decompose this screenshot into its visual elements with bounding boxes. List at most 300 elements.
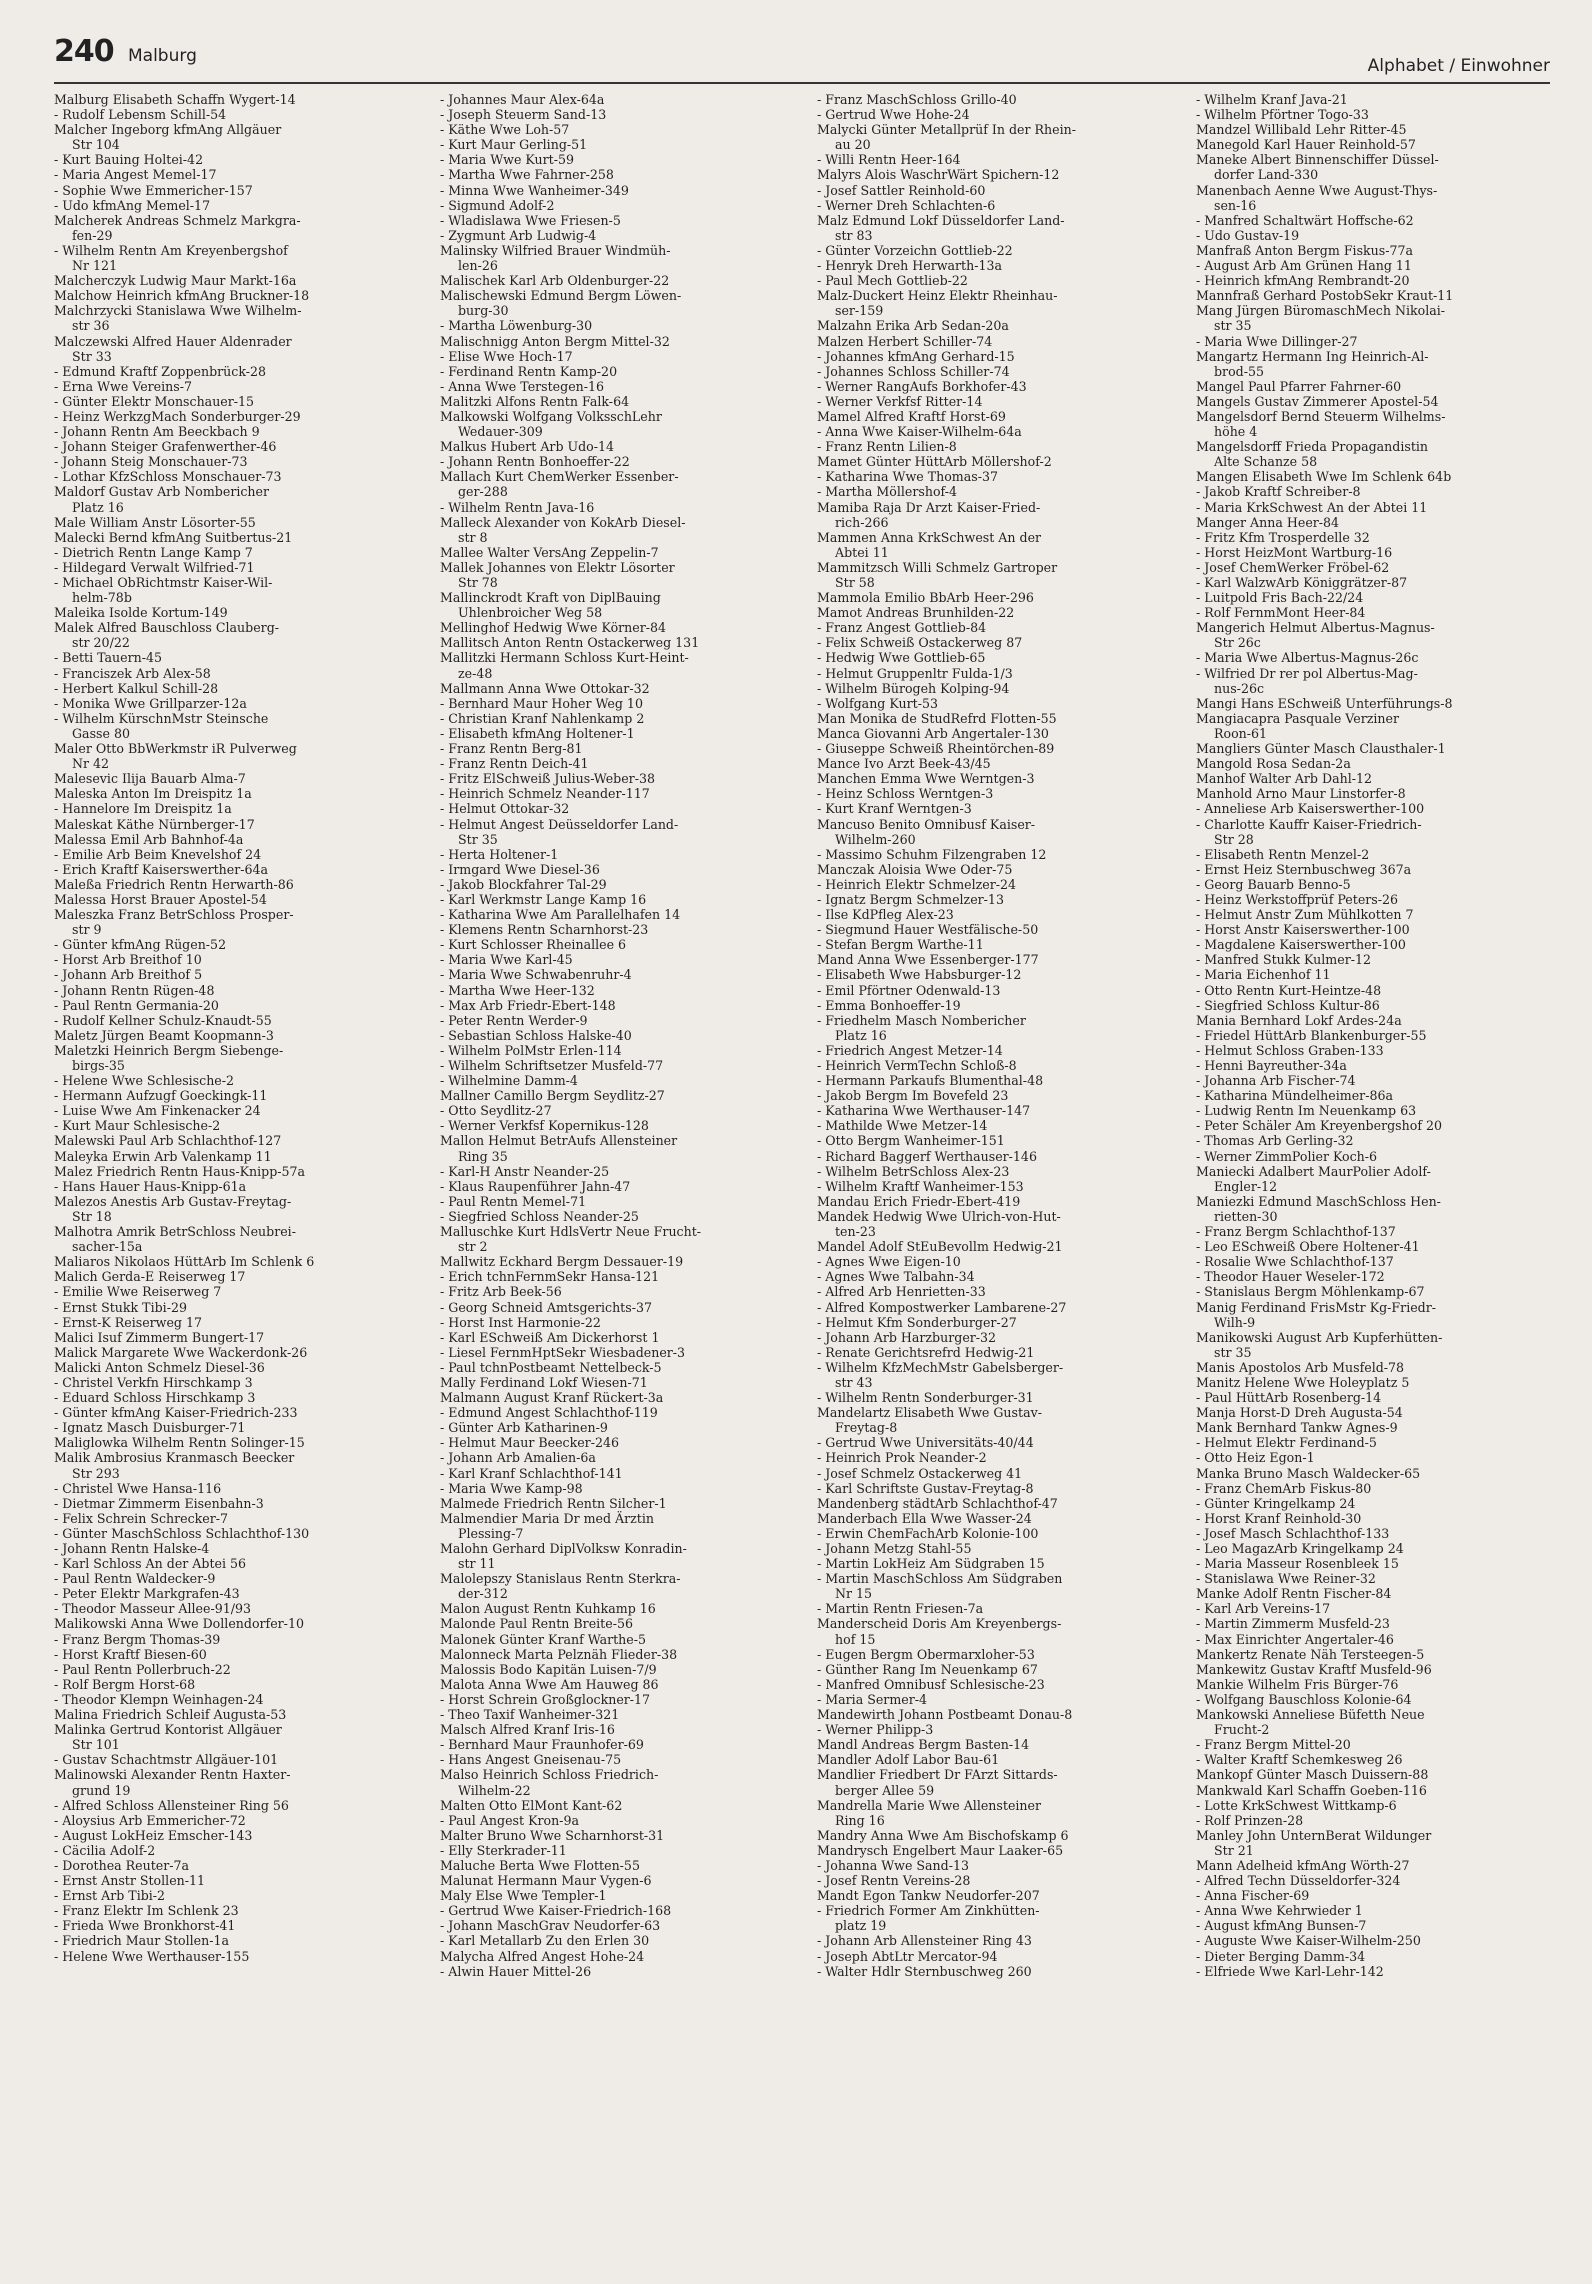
directory-entry-line: Mamiba Raja Dr Arzt Kaiser-Fried- [817, 499, 1041, 515]
directory-entry-line: Malessa Horst Brauer Apostel-54 [54, 891, 267, 907]
directory-entry-line: - Georg Bauarb Benno-5 [1196, 876, 1351, 892]
directory-entry-line: Malz-Duckert Heinz Elektr Rheinhau- [817, 288, 1058, 304]
directory-entry-line: Mandl Andreas Bergm Basten-14 [817, 1737, 1030, 1753]
directory-entry-line: - Käthe Wwe Loh-57 [440, 122, 570, 138]
directory-entry-line: Mallach Kurt ChemWerker Essenber- [440, 469, 679, 485]
directory-entry-line: - Helmut Ottokar-32 [440, 801, 570, 817]
directory-entry-line: - Leo MagazArb Kringelkamp 24 [1196, 1541, 1404, 1556]
page-header [54, 34, 1550, 84]
directory-entry-line: Mandlier Friedbert Dr FArzt Sittards- [817, 1767, 1058, 1783]
directory-entry-line: - Lotte KrkSchwest Wittkamp-6 [1196, 1797, 1397, 1813]
directory-entry-line: Malischnigg Anton Bergm Mittel-32 [440, 333, 670, 349]
directory-entry-line: - Anna Wwe Kehrwieder 1 [1196, 1903, 1363, 1919]
directory-entry-line: sacher-15a [72, 1239, 143, 1255]
directory-entry-line: - Luise Wwe Am Finkenacker 24 [54, 1103, 261, 1119]
directory-entry-line: - Kurt Maur Gerling-51 [440, 137, 588, 153]
directory-column-4 [1196, 92, 1540, 2272]
directory-entry-line: Malon August Rentn Kuhkamp 16 [440, 1601, 656, 1617]
directory-entry-line: - Karl Kranf Schlachthof-141 [440, 1465, 623, 1481]
directory-entry-line: - Wilhelm Bürogeh Kolping-94 [817, 680, 1010, 696]
directory-entry-line: - Josef Masch Schlachthof-133 [1196, 1525, 1390, 1541]
directory-entry-line: Malessa Emil Arb Bahnhof-4a [54, 831, 244, 847]
directory-entry-line: - Wladislawa Wwe Friesen-5 [440, 212, 621, 228]
directory-entry-line: - Sebastian Schloss Halske-40 [440, 1027, 632, 1043]
directory-entry-line: - Johann Metzg Stahl-55 [817, 1541, 972, 1556]
directory-entry-line: Maleßa Friedrich Rentn Herwarth-86 [54, 876, 294, 892]
directory-entry-line: Str 28 [1214, 831, 1254, 847]
directory-entry-line: - Luitpold Fris Bach-22/24 [1196, 590, 1364, 606]
directory-entry-line: Malcher Ingeborg kfmAng Allgäuer [54, 122, 282, 138]
directory-entry-line: - Zygmunt Arb Ludwig-4 [440, 227, 597, 243]
directory-entry-line: hof 15 [835, 1631, 876, 1647]
directory-entry-line: Uhlenbroicher Weg 58 [458, 605, 603, 621]
directory-entry-line: str 43 [835, 1374, 873, 1390]
directory-entry-line: - Otto Bergm Wanheimer-151 [817, 1133, 1005, 1149]
directory-entry-line: - Paul tchnPostbeamt Nettelbeck-5 [440, 1359, 662, 1375]
directory-entry-line: - Elly Sterkrader-11 [440, 1842, 567, 1858]
directory-entry-line: Malkowski Wolfgang VolksschLehr [440, 408, 662, 424]
directory-entry-line: - Leo ESchweiß Obere Holtener-41 [1196, 1239, 1420, 1255]
directory-entry-line: Mankie Wilhelm Fris Bürger-76 [1196, 1676, 1399, 1692]
directory-entry-line: - Franz Rentn Lilien-8 [817, 439, 957, 455]
directory-entry-line: - Magdalene Kaiserswerther-100 [1196, 937, 1406, 953]
directory-entry-line: - Martha Wwe Heer-132 [440, 982, 595, 998]
page-title: Malburg [128, 46, 197, 66]
directory-entry-line: Malolepszy Stanislaus Rentn Sterkra- [440, 1571, 681, 1587]
directory-entry-line: - Josef ChemWerker Fröbel-62 [1196, 559, 1390, 575]
directory-entry-line: len-26 [458, 258, 498, 274]
directory-entry-line: - Anna Wwe Terstegen-16 [440, 378, 605, 394]
directory-entry-line: - Peter Elektr Markgrafen-43 [54, 1586, 240, 1602]
directory-entry-line: Mellinghof Hedwig Wwe Körner-84 [440, 620, 667, 636]
directory-entry-line: Malik Ambrosius Kranmasch Beecker [54, 1450, 295, 1466]
directory-entry-line: Str 58 [835, 575, 875, 590]
directory-entry-line: - Horst Kranf Reinhold-30 [1196, 1510, 1362, 1526]
directory-entry-line: - Erwin ChemFachArb Kolonie-100 [817, 1525, 1039, 1541]
directory-entry-line: - Franz ChemArb Fiskus-80 [1196, 1480, 1372, 1496]
directory-entry-line: Manczak Aloisia Wwe Oder-75 [817, 861, 1013, 877]
directory-entry-line: Mamot Andreas Brunhilden-22 [817, 605, 1015, 621]
directory-entry-line: - Wilhelm Pförtner Togo-33 [1196, 107, 1369, 123]
directory-entry-line: - Gertrud Wwe Hohe-24 [817, 107, 970, 123]
directory-entry-line: - August Arb Am Grünen Hang 11 [1196, 258, 1412, 274]
directory-entry-line: - Elisabeth Wwe Habsburger-12 [817, 967, 1022, 983]
directory-entry-line: - Kurt Kranf Werntgen-3 [817, 801, 972, 817]
directory-entry-line: - Minna Wwe Wanheimer-349 [440, 182, 629, 198]
directory-entry-line: Maldorf Gustav Arb Nombericher [54, 484, 270, 500]
directory-entry-line: - Josef Rentn Vereins-28 [817, 1873, 971, 1889]
directory-entry-line: - Katharina Wwe Werthauser-147 [817, 1103, 1031, 1119]
directory-entry-line: Mandau Erich Friedr-Ebert-419 [817, 1193, 1021, 1209]
directory-entry-line: Malcherczyk Ludwig Maur Markt-16a [54, 273, 297, 289]
directory-entry-line: - Henryk Dreh Herwarth-13a [817, 258, 1002, 274]
directory-entry-line: Malcherek Andreas Schmelz Markgra- [54, 212, 301, 228]
directory-entry-line: burg-30 [458, 303, 509, 319]
directory-entry-line: - Maria Wwe Albertus-Magnus-26c [1196, 650, 1419, 666]
directory-entry-line: - Manfred Omnibusf Schlesische-23 [817, 1676, 1045, 1692]
directory-entry-line: str 20/22 [72, 635, 130, 651]
directory-entry-line: - Johann Rentn Bonhoeffer-22 [440, 454, 630, 470]
directory-entry-line: - Karl WalzwArb Königgrätzer-87 [1196, 575, 1408, 590]
directory-entry-line: - Maria Wwe Dillinger-27 [1196, 333, 1358, 349]
directory-entry-line: Manley John UnternBerat Wildunger [1196, 1827, 1432, 1843]
directory-entry-line: - Bernhard Maur Fraunhofer-69 [440, 1737, 644, 1753]
directory-entry-line: Mallee Walter VersAng Zeppelin-7 [440, 544, 659, 560]
directory-entry-line: - Ernst Heiz Sternbuschweg 367a [1196, 861, 1412, 877]
directory-entry-line: - Heinz WerkzgMach Sonderburger-29 [54, 408, 301, 424]
directory-entry-line: - Franz Bergm Thomas-39 [54, 1631, 221, 1647]
directory-entry-line: - Ernst Arb Tibi-2 [54, 1888, 166, 1904]
directory-entry-line: - Renate Gerichtsrefrd Hedwig-21 [817, 1344, 1035, 1360]
directory-entry-line: berger Allee 59 [835, 1782, 935, 1798]
directory-entry-line: - Karl ESchweiß Am Dickerhorst 1 [440, 1329, 660, 1345]
directory-entry-line: - Heinrich Prok Neander-2 [817, 1450, 987, 1466]
directory-entry-line: - Wilhelm PolMstr Erlen-114 [440, 1042, 622, 1058]
directory-entry-line: - Ilse KdPfleg Alex-23 [817, 907, 954, 923]
directory-entry-line: - Christel Wwe Hansa-116 [54, 1480, 222, 1496]
directory-entry-line: - Wilhelm Kranf Java-21 [1196, 92, 1348, 107]
directory-entry-line: - Alfred Techn Düsseldorfer-324 [1196, 1873, 1401, 1889]
directory-entry-line: Ring 16 [835, 1812, 885, 1828]
directory-entry-line: Malonek Günter Kranf Warthe-5 [440, 1631, 647, 1647]
directory-entry-line: Malsch Alfred Kranf Iris-16 [440, 1722, 615, 1738]
directory-entry-line: - Michael ObRichtmstr Kaiser-Wil- [54, 575, 273, 590]
directory-entry-line: - Rolf FernmMont Heer-84 [1196, 605, 1366, 621]
directory-entry-line: - Karl Schriftste Gustav-Freytag-8 [817, 1480, 1034, 1496]
directory-entry-line: - Maria Wwe Schwabenruhr-4 [440, 967, 632, 983]
directory-entry-line: Str 78 [458, 575, 498, 590]
directory-entry-line: - Emilie Wwe Reiserweg 7 [54, 1284, 222, 1300]
directory-entry-line: - Jakob Blockfahrer Tal-29 [440, 876, 607, 892]
directory-entry-line: - Manfred Schaltwärt Hoffsche-62 [1196, 212, 1414, 228]
directory-entry-line: - Werner Dreh Schlachten-6 [817, 197, 996, 213]
directory-entry-line: Mammen Anna KrkSchwest An der [817, 529, 1042, 545]
directory-entry-line: Maliaros Nikolaos HüttArb Im Schlenk 6 [54, 1254, 315, 1270]
directory-entry-line: - Wilfried Dr rer pol Albertus-Mag- [1196, 665, 1418, 681]
directory-entry-line: str 35 [1214, 318, 1252, 334]
directory-entry-line: Malesevic Ilija Bauarb Alma-7 [54, 771, 246, 787]
directory-entry-line: - Wilhelm Rentn Java-16 [440, 499, 595, 515]
directory-entry-line: Malek Alfred Bauschloss Clauberg- [54, 620, 280, 636]
directory-entry-line: Malossis Bodo Kapitän Luisen-7/9 [440, 1661, 657, 1677]
directory-entry-line: - Werner Verkfsf Kopernikus-128 [440, 1118, 649, 1134]
directory-entry-line: Malz Edmund Lokf Düsseldorfer Land- [817, 212, 1065, 228]
directory-entry-line: - Helmut Maur Beecker-246 [440, 1435, 619, 1451]
directory-entry-line: - Alfred Schloss Allensteiner Ring 56 [54, 1797, 289, 1813]
directory-entry-line: - August LokHeiz Emscher-143 [54, 1827, 253, 1843]
directory-entry-line: Manegold Karl Hauer Reinhold-57 [1196, 137, 1416, 153]
directory-entry-line: - Cäcilia Adolf-2 [54, 1842, 156, 1858]
directory-entry-line: - Horst HeizMont Wartburg-16 [1196, 544, 1393, 560]
directory-entry-line: str 35 [1214, 1344, 1252, 1360]
directory-entry-line: - Franz Bergm Schlachthof-137 [1196, 1224, 1396, 1240]
directory-entry-line: Manca Giovanni Arb Angertaler-130 [817, 725, 1049, 741]
directory-entry-line: - Maria KrkSchwest An der Abtei 11 [1196, 499, 1428, 515]
directory-entry-line: - Helene Wwe Werthauser-155 [54, 1948, 250, 1964]
directory-entry-line: Str 18 [72, 1208, 112, 1224]
directory-entry-line: Manhold Arno Maur Linstorfer-8 [1196, 786, 1406, 802]
directory-entry-line: - Kurt Schlosser Rheinallee 6 [440, 937, 627, 953]
directory-entry-line: Male William Anstr Lösorter-55 [54, 514, 256, 530]
directory-entry-line: - Günter Kringelkamp 24 [1196, 1495, 1356, 1511]
directory-entry-line: - Auguste Wwe Kaiser-Wilhelm-250 [1196, 1933, 1421, 1949]
directory-entry-line: - Otto Rentn Kurt-Heintze-48 [1196, 982, 1382, 998]
directory-entry-line: - Eduard Schloss Hirschkamp 3 [54, 1390, 256, 1406]
directory-entry-line: - Helmut Gruppenltr Fulda-1/3 [817, 665, 1013, 681]
directory-entry-line: - Udo Gustav-19 [1196, 227, 1300, 243]
directory-entry-line: - Jakob Bergm Im Bovefeld 23 [817, 1088, 1009, 1104]
directory-entry-line: - Karl Schloss An der Abtei 56 [54, 1556, 247, 1572]
directory-entry-line: - Werner Philipp-3 [817, 1722, 934, 1738]
directory-entry-line: - Werner RangAufs Borkhofer-43 [817, 378, 1027, 394]
directory-entry-line: - Erna Wwe Vereins-7 [54, 378, 193, 394]
directory-entry-line: - Johann Steiger Grafenwerther-46 [54, 439, 277, 455]
directory-entry-line: Mangliers Günter Masch Clausthaler-1 [1196, 741, 1446, 757]
directory-entry-line: - Ludwig Rentn Im Neuenkamp 63 [1196, 1103, 1417, 1119]
directory-entry-line: Engler-12 [1214, 1178, 1278, 1194]
directory-entry-line: Malycha Alfred Angest Hohe-24 [440, 1948, 645, 1964]
directory-entry-line: - Heinrich Schmelz Neander-117 [440, 786, 650, 802]
directory-entry-line: - Maria Wwe Karl-45 [440, 952, 573, 968]
directory-entry-line: Malhotra Amrik BetrSchloss Neubrei- [54, 1224, 296, 1240]
directory-entry-line: Mallitzki Hermann Schloss Kurt-Heint- [440, 650, 689, 666]
directory-entry-line: platz 19 [835, 1918, 887, 1934]
directory-entry-line: - Wilhelmine Damm-4 [440, 1073, 578, 1089]
directory-entry-line: - Horst Kraftf Biesen-60 [54, 1646, 207, 1662]
directory-entry-line: Mangiacapra Pasquale Verziner [1196, 710, 1399, 726]
directory-entry-line: Maler Otto BbWerkmstr iR Pulverweg [54, 741, 297, 757]
directory-entry-line: - Friedhelm Masch Nombericher [817, 1012, 1026, 1028]
directory-entry-line: - Hans Hauer Haus-Knipp-61a [54, 1178, 247, 1194]
directory-entry-line: - Klaus Raupenführer Jahn-47 [440, 1178, 631, 1194]
directory-entry-line: - Helmut Angest Deüsseldorfer Land- [440, 816, 679, 832]
directory-entry-line: Mandelartz Elisabeth Wwe Gustav- [817, 1405, 1042, 1421]
directory-entry-line: Malburg Elisabeth Schaffn Wygert-14 [54, 92, 296, 107]
directory-entry-line: Str 101 [72, 1737, 120, 1753]
directory-entry-line: Mankwald Karl Schaffn Goeben-116 [1196, 1782, 1427, 1798]
directory-entry-line: str 11 [458, 1556, 496, 1572]
directory-entry-line: Mangelsdorf Bernd Steuerm Wilhelms- [1196, 408, 1446, 424]
directory-entry-line: Malich Gerda-E Reiserweg 17 [54, 1269, 246, 1285]
directory-entry-line: Malmann August Kranf Rückert-3a [440, 1390, 664, 1406]
directory-entry-line: Malchow Heinrich kfmAng Bruckner-18 [54, 288, 310, 304]
directory-entry-line: - Franz MaschSchloss Grillo-40 [817, 92, 1017, 107]
directory-entry-line: - Martin Zimmerm Musfeld-23 [1196, 1616, 1390, 1632]
directory-entry-line: - Maria Wwe Kamp-98 [440, 1480, 583, 1496]
directory-entry-line: - Heinz Werkstoffprüf Peters-26 [1196, 891, 1399, 907]
directory-entry-line: Manikowski August Arb Kupferhütten- [1196, 1329, 1443, 1345]
directory-entry-line: - Alfred Kompostwerker Lambarene-27 [817, 1299, 1067, 1315]
directory-entry-line: Man Monika de StudRefrd Flotten-55 [817, 710, 1057, 726]
directory-entry-line: sen-16 [1214, 197, 1257, 213]
directory-entry-line: - Gertrud Wwe Kaiser-Friedrich-168 [440, 1903, 672, 1919]
directory-entry-line: - Günther Rang Im Neuenkamp 67 [817, 1661, 1038, 1677]
directory-entry-line: - Johann Rentn Rügen-48 [54, 982, 215, 998]
directory-entry-line: - Günter MaschSchloss Schlachthof-130 [54, 1525, 310, 1541]
directory-entry-line: - Günter Elektr Monschauer-15 [54, 393, 255, 409]
directory-entry-line: Mangels Gustav Zimmerer Apostel-54 [1196, 393, 1439, 409]
directory-entry-line: - Hannelore Im Dreispitz 1a [54, 801, 232, 817]
directory-entry-line: Mangartz Hermann Ing Heinrich-Al- [1196, 348, 1429, 364]
directory-entry-line: Plessing-7 [458, 1525, 524, 1541]
directory-entry-line: - Martin LokHeiz Am Südgraben 15 [817, 1556, 1045, 1572]
directory-entry-line: - Giuseppe Schweiß Rheintörchen-89 [817, 741, 1055, 757]
directory-entry-line: Malmendier Maria Dr med Ärztin [440, 1510, 654, 1526]
directory-entry-line: Malinsky Wilfried Brauer Windmüh- [440, 242, 671, 258]
directory-entry-line: - Paul Rentn Memel-71 [440, 1193, 587, 1209]
directory-entry-line: - Lothar KfzSchloss Monschauer-73 [54, 469, 282, 485]
directory-entry-line: Maluche Berta Wwe Flotten-55 [440, 1857, 640, 1873]
directory-entry-line: - Friedrich Maur Stollen-1a [54, 1933, 229, 1949]
directory-entry-line: - Günter Vorzeichn Gottlieb-22 [817, 242, 1013, 258]
directory-entry-line: Manfraß Anton Bergm Fiskus-77a [1196, 242, 1414, 258]
directory-entry-line: Abtei 11 [835, 544, 889, 560]
directory-entry-line: - Heinrich Elektr Schmelzer-24 [817, 876, 1017, 892]
directory-entry-line: - Katharina Wwe Thomas-37 [817, 469, 998, 485]
directory-entry-line: - Agnes Wwe Talbahn-34 [817, 1269, 975, 1285]
directory-entry-line: - Anneliese Arb Kaiserswerther-100 [1196, 801, 1425, 817]
directory-entry-line: Maleska Anton Im Dreispitz 1a [54, 786, 252, 802]
directory-entry-line: Mann Adelheid kfmAng Wörth-27 [1196, 1857, 1410, 1873]
directory-entry-line: - Max Arb Friedr-Ebert-148 [440, 997, 616, 1013]
directory-entry-line: - Helmut Schloss Graben-133 [1196, 1042, 1384, 1058]
directory-entry-line: - Franciszek Arb Alex-58 [54, 665, 211, 681]
directory-entry-line: - Felix Schrein Schrecker-7 [54, 1510, 229, 1526]
directory-entry-line: Mankewitz Gustav Kraftf Musfeld-96 [1196, 1661, 1432, 1677]
directory-entry-line: - Heinz Schloss Werntgen-3 [817, 786, 994, 802]
directory-entry-line: - Horst Anstr Kaiserswerther-100 [1196, 922, 1410, 938]
directory-entry-line: Manhof Walter Arb Dahl-12 [1196, 771, 1372, 787]
directory-entry-line: - Bernhard Maur Hoher Weg 10 [440, 695, 643, 711]
directory-entry-line: - Theo Taxif Wanheimer-321 [440, 1707, 620, 1723]
directory-entry-line: Maletz Jürgen Beamt Koopmann-3 [54, 1027, 274, 1043]
directory-entry-line: Mance Ivo Arzt Beek-43/45 [817, 756, 991, 772]
directory-entry-line: - Helmut Anstr Zum Mühlkotten 7 [1196, 907, 1414, 923]
directory-entry-line: Mancuso Benito Omnibusf Kaiser- [817, 816, 1036, 832]
directory-entry-line: Alte Schanze 58 [1214, 454, 1318, 470]
directory-entry-line: - Alwin Hauer Mittel-26 [440, 1963, 592, 1979]
directory-entry-line: Mannfraß Gerhard PostobSekr Kraut-11 [1196, 288, 1454, 304]
directory-entry-line: ze-48 [458, 665, 493, 681]
directory-entry-line: Mandewirth Johann Postbeamt Donau-8 [817, 1707, 1073, 1723]
directory-entry-line: str 8 [458, 529, 488, 545]
directory-entry-line: - Christel Verkfn Hirschkamp 3 [54, 1374, 253, 1390]
directory-entry-line: - Martha Löwenburg-30 [440, 318, 593, 334]
directory-entry-line: Malten Otto ElMont Kant-62 [440, 1797, 623, 1813]
directory-entry-line: Str 26c [1214, 635, 1261, 651]
directory-entry-line: - Martha Möllershof-4 [817, 484, 958, 500]
directory-entry-line: Wilh-9 [1214, 1314, 1256, 1330]
directory-entry-line: - Katharina Mündelheimer-86a [1196, 1088, 1393, 1104]
directory-entry-line: - Stanislaus Bergm Möhlenkamp-67 [1196, 1284, 1425, 1300]
directory-entry-line: - Edmund Angest Schlachthof-119 [440, 1405, 658, 1421]
directory-entry-line: - Felix Schweiß Ostackerweg 87 [817, 635, 1023, 651]
directory-entry-line: Malitzki Alfons Rentn Falk-64 [440, 393, 630, 409]
directory-column-3 [817, 92, 1161, 2272]
directory-entry-line: - Georg Schneid Amtsgerichts-37 [440, 1299, 652, 1315]
directory-entry-line: - Herta Holtener-1 [440, 846, 559, 862]
directory-entry-line: helm-78b [72, 590, 132, 606]
directory-entry-line: Malici Isuf Zimmerm Bungert-17 [54, 1329, 265, 1345]
directory-entry-line: - Friedel HüttArb Blankenburger-55 [1196, 1027, 1427, 1043]
directory-entry-line: Mammitzsch Willi Schmelz Gartroper [817, 559, 1058, 575]
directory-entry-line: - Günter kfmAng Rügen-52 [54, 937, 227, 953]
directory-entry-line: Malleck Alexander von KokArb Diesel- [440, 514, 686, 530]
directory-entry-line: Ring 35 [458, 1148, 508, 1164]
directory-entry-line: - Josef Sattler Reinhold-60 [817, 182, 986, 198]
directory-entry-line: Malinka Gertrud Kontorist Allgäuer [54, 1722, 282, 1738]
directory-entry-line: - Hildegard Verwalt Wilfried-71 [54, 559, 255, 575]
directory-entry-line: - Peter Rentn Werder-9 [440, 1012, 588, 1028]
directory-entry-line: - Helmut Kfm Sonderburger-27 [817, 1314, 1017, 1330]
directory-entry-line: - Ernst Anstr Stollen-11 [54, 1873, 206, 1889]
directory-entry-line: Maniezki Edmund MaschSchloss Hen- [1196, 1193, 1441, 1209]
directory-entry-line: Malso Heinrich Schloss Friedrich- [440, 1767, 659, 1783]
directory-entry-line: Malonde Paul Rentn Breite-56 [440, 1616, 633, 1632]
directory-entry-line: Mandt Egon Tankw Neudorfer-207 [817, 1888, 1040, 1904]
directory-entry-line: Maneke Albert Binnenschiffer Düssel- [1196, 152, 1439, 168]
directory-entry-line: Roon-61 [1214, 725, 1268, 741]
directory-entry-line: - Fritz ElSchweiß Julius-Weber-38 [440, 771, 655, 787]
directory-entry-line: Maleyka Erwin Arb Valenkamp 11 [54, 1148, 272, 1164]
directory-entry-line: - Siegfried Schloss Neander-25 [440, 1208, 639, 1224]
directory-entry-line: - Dietrich Rentn Lange Kamp 7 [54, 544, 253, 560]
directory-entry-line: - Willi Rentn Heer-164 [817, 152, 961, 168]
directory-entry-line: Malluschke Kurt HdlsVertr Neue Frucht- [440, 1224, 702, 1240]
directory-entry-line: - Horst Arb Breithof 10 [54, 952, 202, 968]
directory-entry-line: Malota Anna Wwe Am Hauweg 86 [440, 1676, 659, 1692]
directory-entry-line: - Wilhelm KürschnMstr Steinsche [54, 710, 269, 726]
directory-entry-line: - Rolf Bergm Horst-68 [54, 1676, 196, 1692]
directory-entry-line: - Friedrich Former Am Zinkhütten- [817, 1903, 1040, 1919]
directory-entry-line: - Rolf Prinzen-28 [1196, 1812, 1304, 1828]
directory-entry-line: Wedauer-309 [458, 424, 543, 440]
directory-entry-line: - Hedwig Wwe Gottlieb-65 [817, 650, 986, 666]
directory-entry-line: Freytag-8 [835, 1420, 898, 1436]
directory-entry-line: Mankertz Renate Näh Tersteegen-5 [1196, 1646, 1425, 1662]
directory-entry-line: - Werner Verkfsf Ritter-14 [817, 393, 983, 409]
directory-entry-line: - Dieter Berging Damm-34 [1196, 1948, 1366, 1964]
directory-entry-line: - Walter Kraftf Schemkesweg 26 [1196, 1752, 1403, 1768]
directory-entry-line: - Franz Angest Gottlieb-84 [817, 620, 987, 636]
directory-entry-line: - Hermann Parkaufs Blumenthal-48 [817, 1073, 1044, 1089]
directory-entry-line: Nr 15 [835, 1586, 873, 1602]
directory-entry-line: Manis Apostolos Arb Musfeld-78 [1196, 1359, 1405, 1375]
directory-entry-line: - Henni Bayreuther-34a [1196, 1058, 1347, 1073]
directory-entry-line: - Erich tchnFernmSekr Hansa-121 [440, 1269, 660, 1285]
directory-entry-line: Str 33 [72, 348, 112, 364]
directory-entry-line: - Otto Heiz Egon-1 [1196, 1450, 1315, 1466]
directory-entry-line: nus-26c [1214, 680, 1265, 696]
directory-entry-line: au 20 [835, 137, 871, 153]
directory-entry-line: Malikowski Anna Wwe Dollendorfer-10 [54, 1616, 304, 1632]
directory-entry-line: - Jakob Kraftf Schreiber-8 [1196, 484, 1361, 500]
directory-entry-line: Malecki Bernd kfmAng Suitbertus-21 [54, 529, 293, 545]
directory-entry-line: - Martin Rentn Friesen-7a [817, 1601, 984, 1617]
directory-entry-line: Mangold Rosa Sedan-2a [1196, 756, 1351, 772]
section-title: Alphabet / Einwohner [1367, 56, 1550, 76]
directory-entry-line: Manenbach Aenne Wwe August-Thys- [1196, 182, 1438, 198]
directory-entry-line: - Horst Schrein Großglockner-17 [440, 1691, 651, 1707]
directory-entry-line: Malzen Herbert Schiller-74 [817, 333, 993, 349]
directory-entry-line: - Wilhelm KfzMechMstr Gabelsberger- [817, 1359, 1064, 1375]
directory-entry-line: - Walter Hdlr Sternbuschweg 260 [817, 1963, 1032, 1979]
directory-entry-line: Maleszka Franz BetrSchloss Prosper- [54, 907, 294, 923]
directory-entry-line: fen-29 [72, 227, 113, 243]
directory-entry-line: dorfer Land-330 [1214, 167, 1319, 183]
directory-entry-line: - Martin MaschSchloss Am Südgraben [817, 1571, 1063, 1587]
directory-entry-line: - Ignatz Masch Duisburger-71 [54, 1420, 246, 1436]
